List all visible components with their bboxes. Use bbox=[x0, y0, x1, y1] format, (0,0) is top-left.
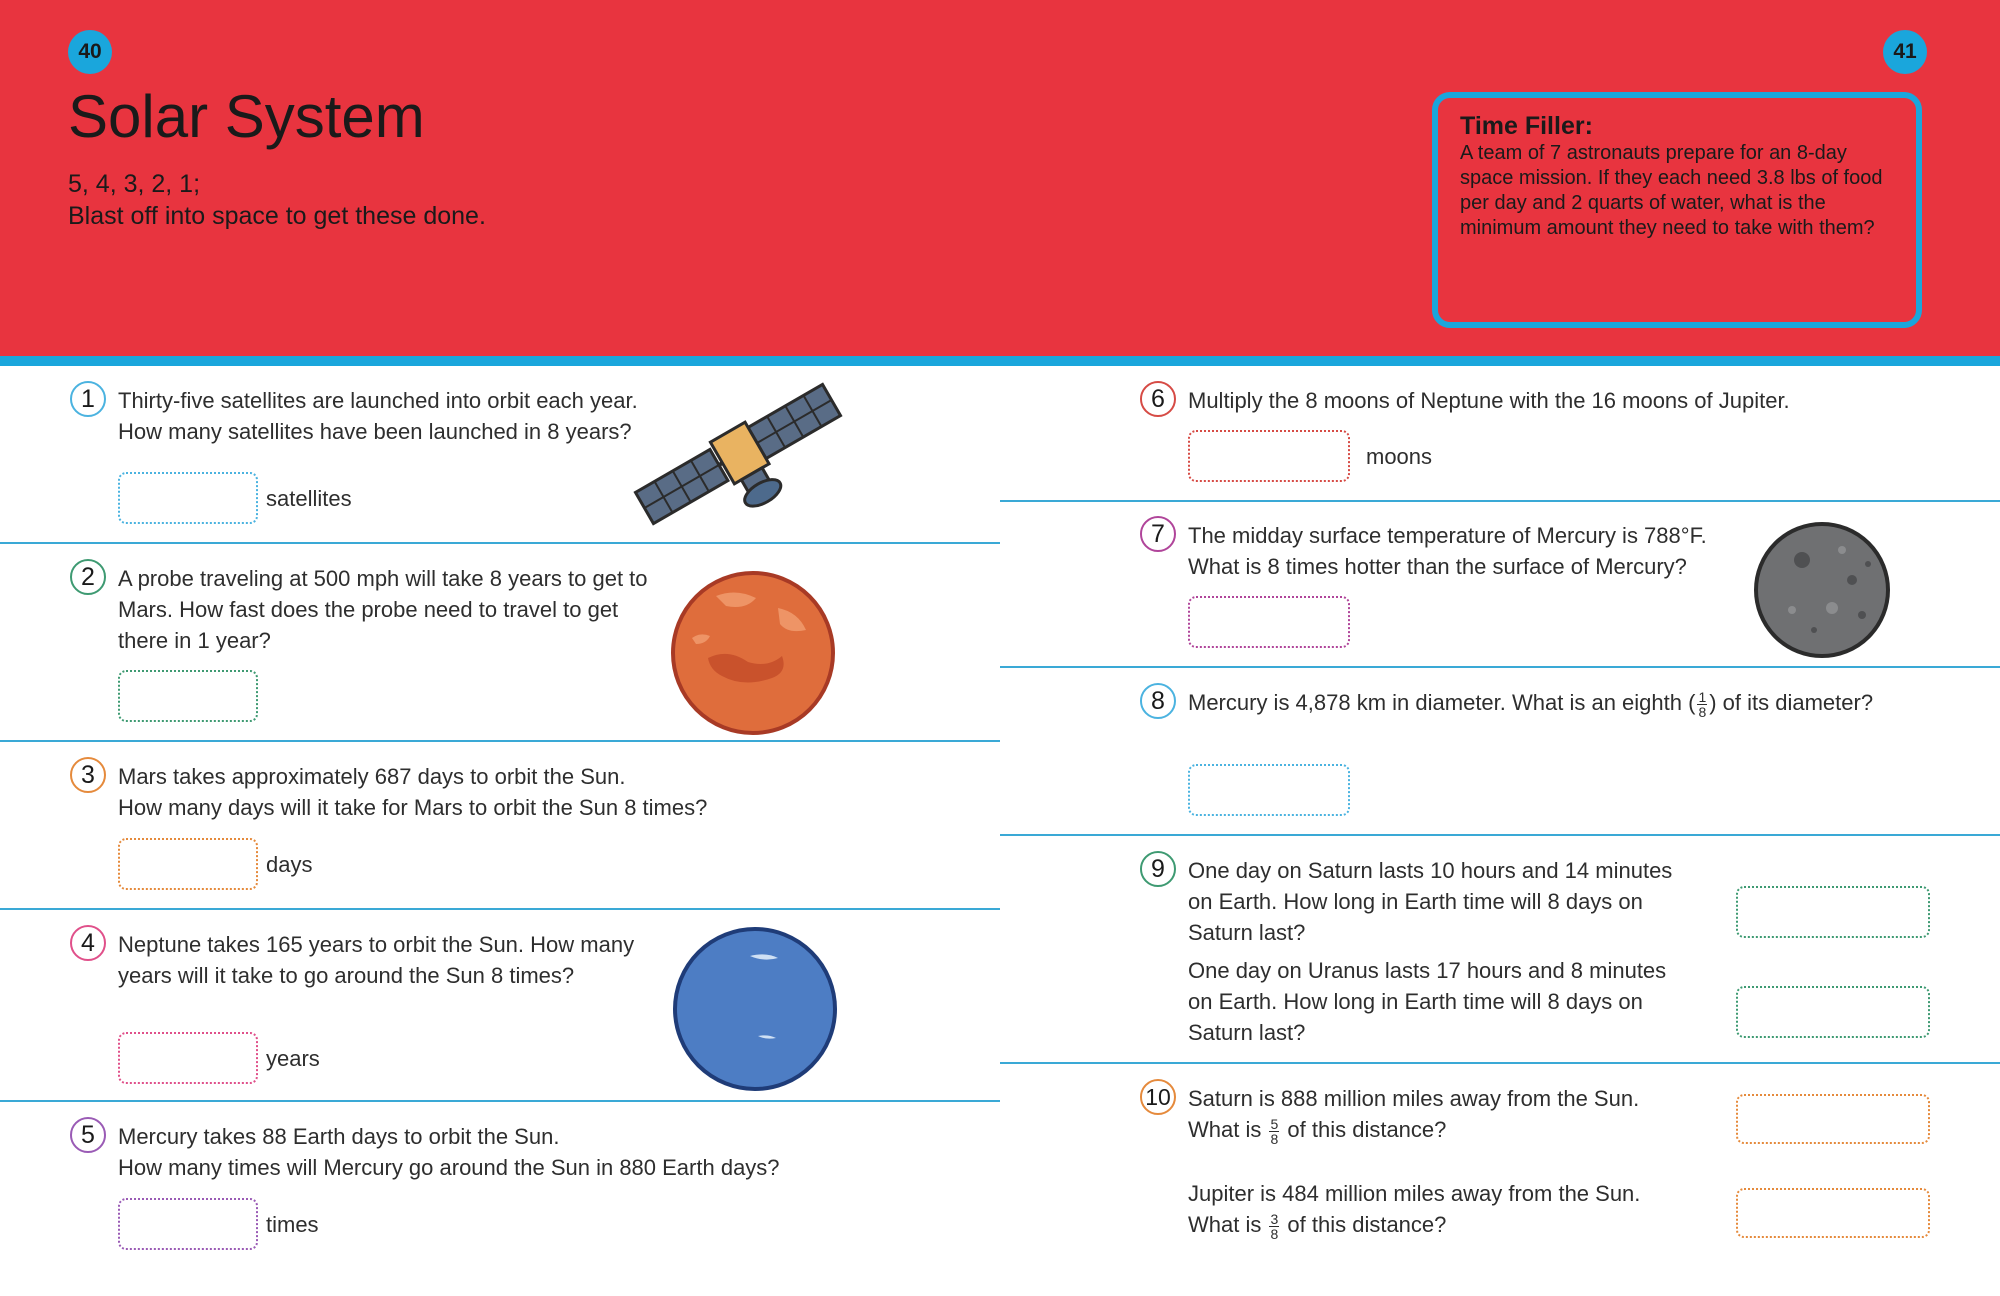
question-line bbox=[1188, 1114, 1639, 1146]
fraction-denominator: 8 bbox=[1270, 1225, 1279, 1242]
answer-box-6[interactable] bbox=[1188, 430, 1350, 482]
divider bbox=[0, 542, 1000, 544]
divider bbox=[1000, 500, 2000, 502]
question-9a-text bbox=[1188, 855, 1672, 948]
time-filler-title: Time Filler: bbox=[1460, 112, 1593, 140]
time-filler-box bbox=[1432, 92, 1922, 328]
question-text-part: What is bbox=[1188, 1117, 1262, 1142]
mars-planet-icon bbox=[668, 568, 838, 738]
fraction-one-eighth bbox=[1697, 690, 1707, 719]
fraction-five-eighths bbox=[1269, 1117, 1279, 1146]
unit-label-5: times bbox=[266, 1212, 319, 1237]
fraction-three-eighths bbox=[1269, 1212, 1279, 1241]
question-number-5: 5 bbox=[70, 1117, 106, 1153]
question-number-10: 10 bbox=[1140, 1079, 1176, 1115]
answer-box-3[interactable] bbox=[118, 838, 258, 890]
question-10b-text bbox=[1188, 1178, 1640, 1241]
question-line: Mars. How fast does the probe need to travel to get bbox=[118, 597, 619, 622]
question-text-part: of this distance? bbox=[1287, 1212, 1447, 1237]
fraction-numerator: 5 bbox=[1270, 1115, 1279, 1132]
divider bbox=[0, 1100, 1000, 1102]
question-line: on Earth. How long in Earth time will 8 days on bbox=[1188, 889, 1643, 914]
divider bbox=[1000, 1062, 2000, 1064]
unit-label-3: days bbox=[266, 852, 313, 877]
question-text-part: of this distance? bbox=[1287, 1117, 1447, 1142]
fraction-numerator: 1 bbox=[1698, 688, 1707, 705]
answer-box-10b[interactable] bbox=[1736, 1188, 1930, 1238]
question-number-4: 4 bbox=[70, 925, 106, 961]
answer-box-4[interactable] bbox=[118, 1032, 258, 1084]
fraction-denominator: 8 bbox=[1698, 703, 1707, 720]
page-title: Solar System bbox=[68, 83, 425, 150]
satellite-icon bbox=[632, 374, 844, 534]
question-number-7: 7 bbox=[1140, 516, 1176, 552]
answer-box-9b[interactable] bbox=[1736, 986, 1930, 1038]
divider bbox=[0, 908, 1000, 910]
question-number-1: 1 bbox=[70, 381, 106, 417]
question-number-6: 6 bbox=[1140, 381, 1176, 417]
question-line: Saturn last? bbox=[1188, 920, 1306, 945]
neptune-planet-icon bbox=[670, 924, 840, 1094]
question-6-text: Multiply the 8 moons of Neptune with the 16 moons of Jupiter. bbox=[1188, 388, 1790, 413]
question-number-2: 2 bbox=[70, 559, 106, 595]
question-number-8: 8 bbox=[1140, 683, 1176, 719]
divider bbox=[1000, 666, 2000, 668]
question-line: How many times will Mercury go around the Sun in 880 Earth days? bbox=[118, 1155, 780, 1180]
question-line: Saturn is 888 million miles away from the Sun. bbox=[1188, 1086, 1640, 1111]
question-line: ) of its diameter? bbox=[1709, 690, 1874, 715]
question-10a-text bbox=[1188, 1083, 1639, 1146]
question-line: Thirty-five satellites are launched into orbit each year. bbox=[118, 388, 638, 413]
question-number-3: 3 bbox=[70, 757, 106, 793]
question-2-text bbox=[118, 563, 648, 656]
page-number-right: 41 bbox=[1883, 30, 1927, 74]
question-line: on Earth. How long in Earth time will 8 days on bbox=[1188, 989, 1643, 1014]
fraction-denominator: 8 bbox=[1270, 1130, 1279, 1147]
divider bbox=[0, 740, 1000, 742]
question-5-text bbox=[118, 1121, 780, 1183]
fraction-numerator: 3 bbox=[1270, 1210, 1279, 1227]
subtitle-line-2: Blast off into space to get these done. bbox=[68, 202, 486, 230]
question-line: How many days will it take for Mars to orbit the Sun 8 times? bbox=[118, 795, 708, 820]
divider bbox=[1000, 834, 2000, 836]
question-line: Mercury takes 88 Earth days to orbit the Sun. bbox=[118, 1124, 560, 1149]
question-line: A probe traveling at 500 mph will take 8 years to get to bbox=[118, 566, 648, 591]
answer-box-7[interactable] bbox=[1188, 596, 1350, 648]
subtitle bbox=[68, 168, 486, 232]
answer-box-1[interactable] bbox=[118, 472, 258, 524]
question-line: Mercury is 4,878 km in diameter. What is an eighth ( bbox=[1188, 690, 1696, 715]
unit-label-4: years bbox=[266, 1046, 320, 1071]
mercury-planet-icon bbox=[1752, 520, 1892, 660]
question-number-9: 9 bbox=[1140, 851, 1176, 887]
question-line: One day on Uranus lasts 17 hours and 8 minutes bbox=[1188, 958, 1667, 983]
answer-box-5[interactable] bbox=[118, 1198, 258, 1250]
question-line: Mars takes approximately 687 days to orbit the Sun. bbox=[118, 764, 626, 789]
answer-box-10a[interactable] bbox=[1736, 1094, 1930, 1144]
question-line: How many satellites have been launched in 8 years? bbox=[118, 419, 632, 444]
question-text-part: What is bbox=[1188, 1212, 1262, 1237]
question-8-text bbox=[1188, 687, 1873, 719]
header-stripe bbox=[0, 356, 2000, 366]
subtitle-line-1: 5, 4, 3, 2, 1; bbox=[68, 170, 201, 198]
unit-label-1: satellites bbox=[266, 486, 352, 511]
time-filler-text: A team of 7 astronauts prepare for an 8-day space mission. If they each need 3.8 lbs of food per day and 2 quarts of water, what is the minimum amount they need to take with them? bbox=[1460, 142, 1883, 239]
page-number-left: 40 bbox=[68, 30, 112, 74]
question-line: Neptune takes 165 years to orbit the Sun. How many bbox=[118, 932, 635, 957]
question-1-text bbox=[118, 385, 638, 447]
question-line: The midday surface temperature of Mercury is 788°F. bbox=[1188, 523, 1707, 548]
question-3-text bbox=[118, 761, 707, 823]
answer-box-2[interactable] bbox=[118, 670, 258, 722]
question-9b-text bbox=[1188, 955, 1666, 1048]
answer-box-8[interactable] bbox=[1188, 764, 1350, 816]
question-line: there in 1 year? bbox=[118, 628, 271, 653]
unit-label-6: moons bbox=[1366, 444, 1433, 469]
question-line: What is 8 times hotter than the surface of Mercury? bbox=[1188, 554, 1687, 579]
question-line: Saturn last? bbox=[1188, 1020, 1306, 1045]
question-line: One day on Saturn lasts 10 hours and 14 minutes bbox=[1188, 858, 1673, 883]
question-line bbox=[1188, 1209, 1640, 1241]
question-line: Jupiter is 484 million miles away from the Sun. bbox=[1188, 1181, 1641, 1206]
answer-box-9a[interactable] bbox=[1736, 886, 1930, 938]
question-4-text bbox=[118, 929, 634, 991]
question-line: years will it take to go around the Sun 8 times? bbox=[118, 963, 575, 988]
question-7-text bbox=[1188, 520, 1707, 582]
